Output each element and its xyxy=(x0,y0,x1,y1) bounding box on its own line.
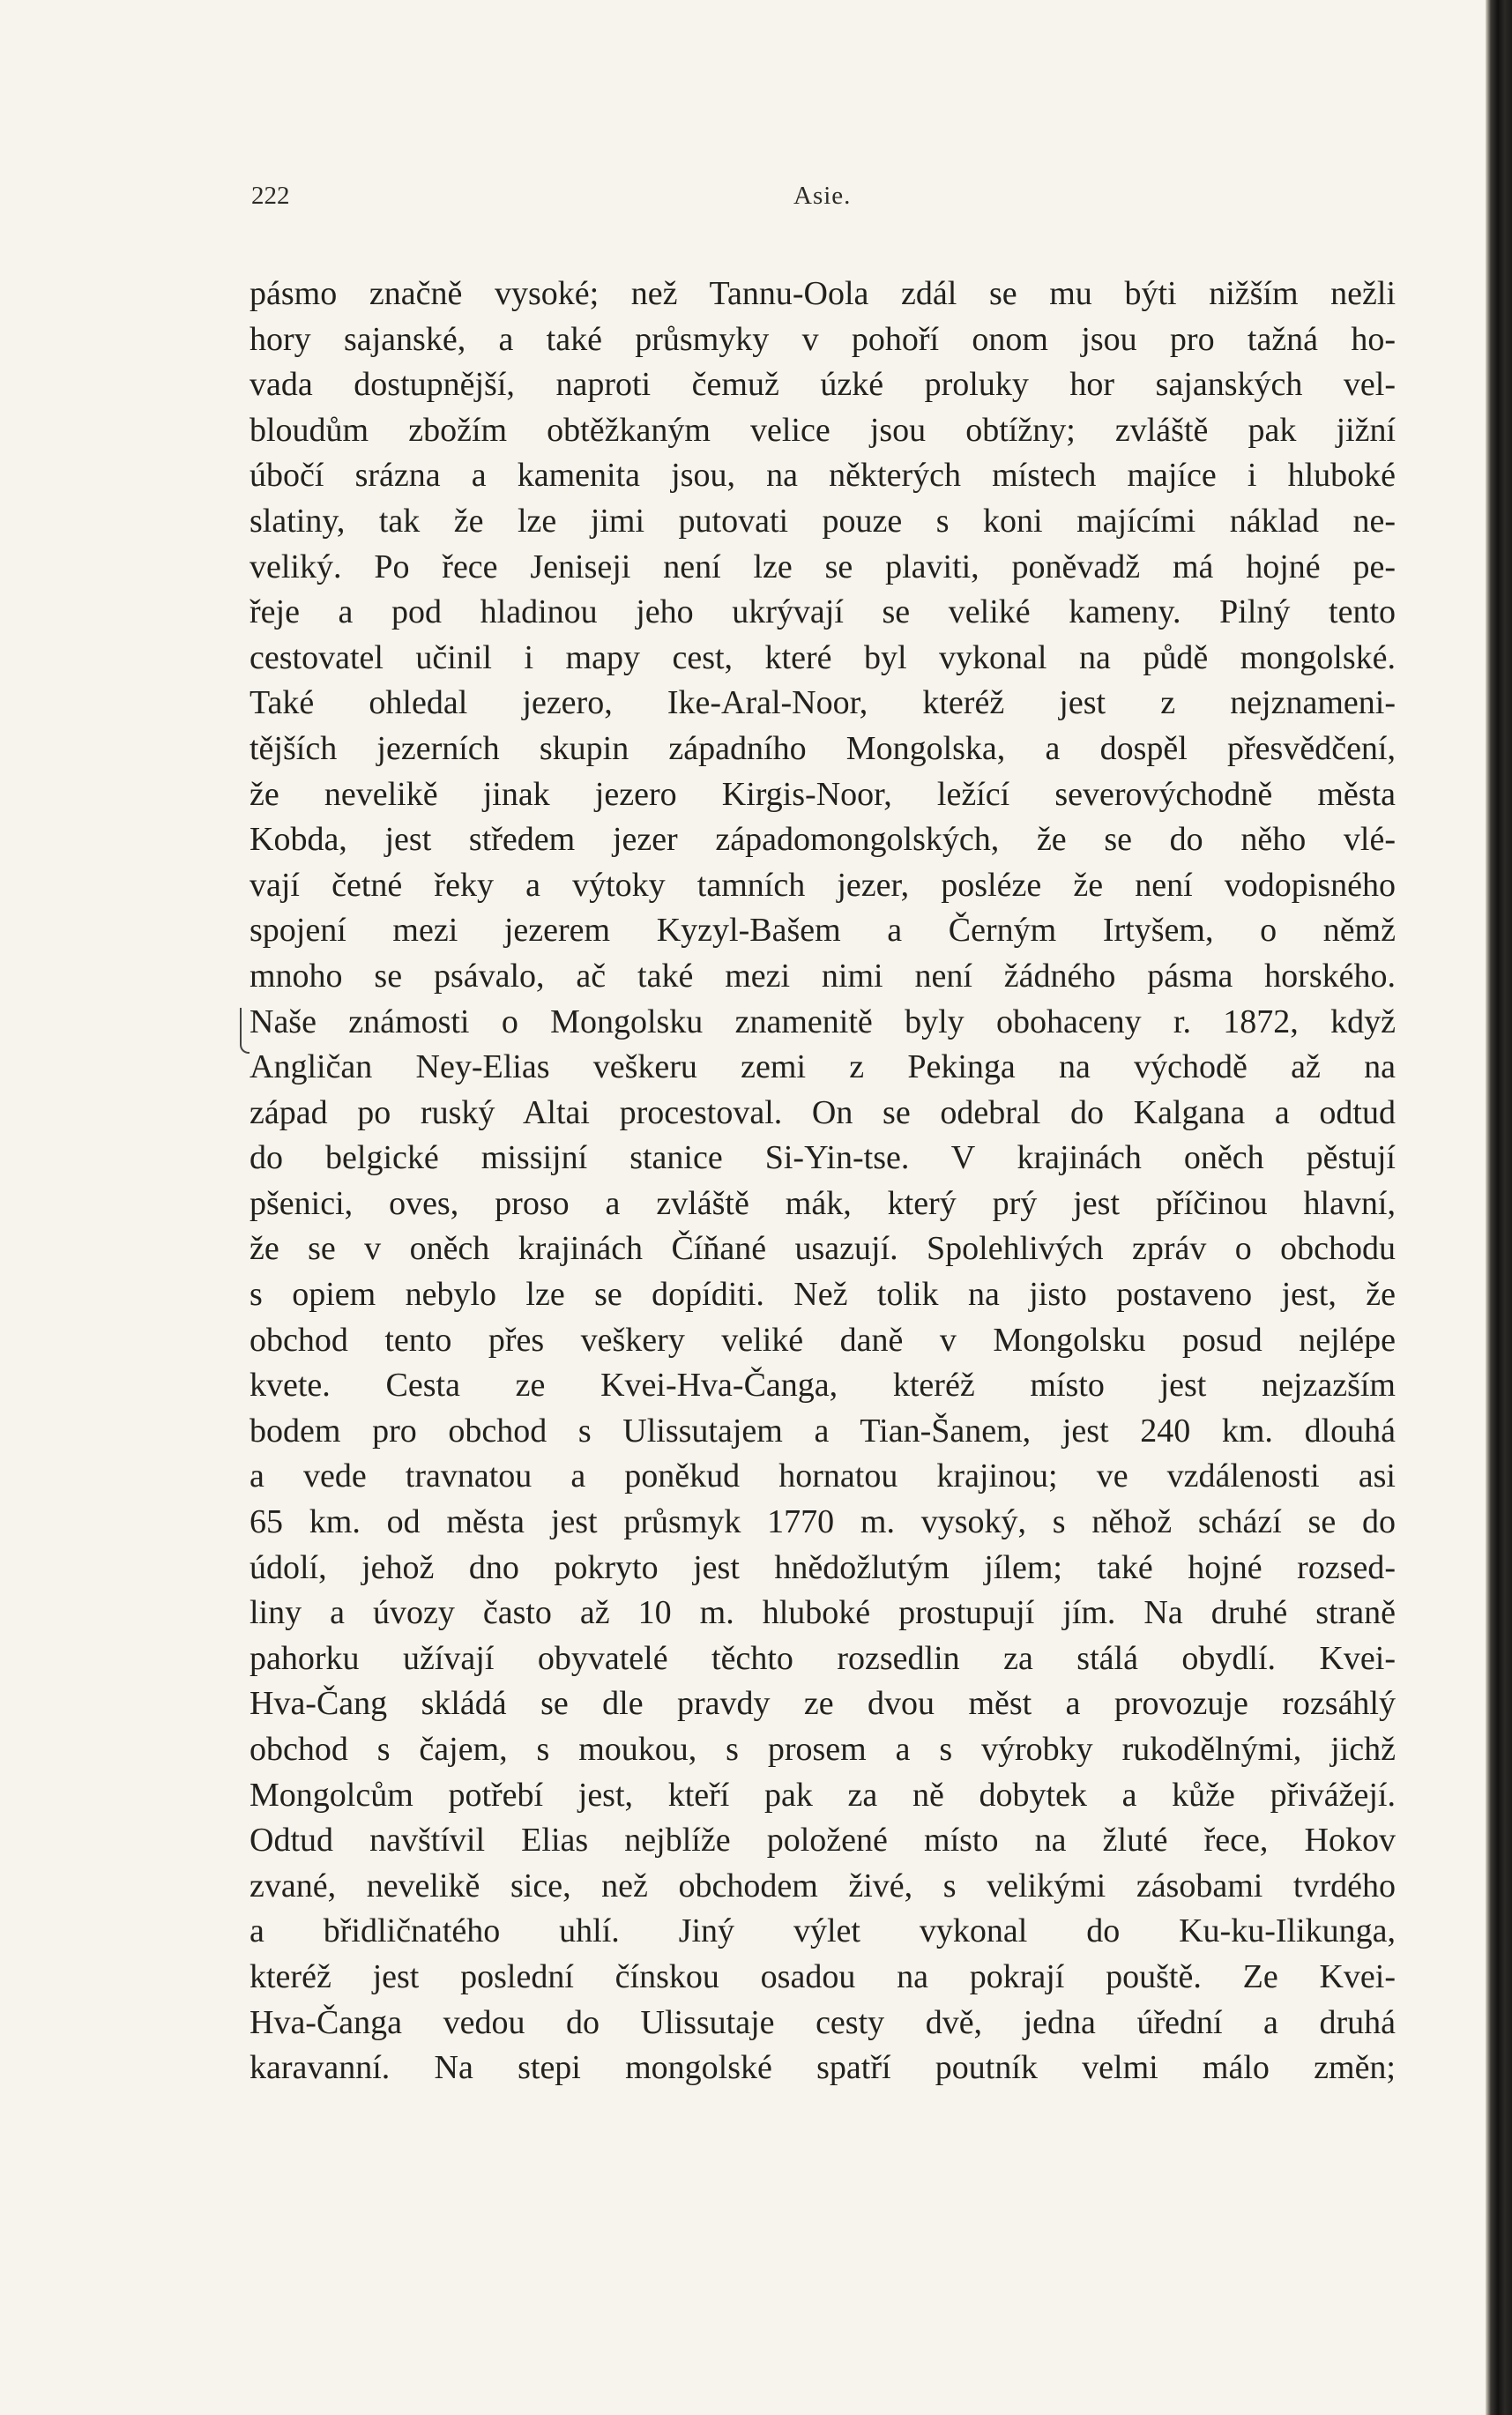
page-edge xyxy=(1486,0,1512,2415)
text-line: údolí, jehož dno pokryto jest hnědožlutým jílem; také hojné rozsed- xyxy=(250,1548,1396,1586)
text-line: cestovatel učinil i mapy cest, které byl vykonal na půdě mongolské. xyxy=(250,638,1396,676)
body-text xyxy=(250,272,1396,2091)
text-line: slatiny, tak že lze jimi putovati pouze s koni majícími náklad ne- xyxy=(250,502,1396,540)
text-line: bodem pro obchod s Ulissutajem a Tian-Šanem, jest 240 km. dlouhá xyxy=(250,1412,1396,1450)
text-line: pahorku užívají obyvatelé těchto rozsedlin za stálá obydlí. Kvei- xyxy=(250,1639,1396,1677)
text-line: tějších jezerních skupin západního Mongolska, a dospěl přesvědčení, xyxy=(250,729,1396,767)
text-line: obchod s čajem, s moukou, s prosem a s výrobky rukodělnými, jichž xyxy=(250,1731,1396,1768)
text-line: Mongolcům potřebí jest, kteří pak za ně dobytek a kůže přivážejí. xyxy=(250,1776,1396,1814)
text-line: kteréž jest poslední čínskou osadou na pokrají pouště. Ze Kvei- xyxy=(250,1957,1396,1995)
text-line: s opiem nebylo lze se dopíditi. Než tolik na jisto postaveno jest, že xyxy=(250,1276,1396,1314)
running-head: Asie. xyxy=(793,182,852,210)
text-line: pásmo značně vysoké; než Tannu-Oola zdál se mu býti nižším nežli xyxy=(250,275,1396,312)
margin-bracket-mark xyxy=(240,1008,250,1054)
text-line: Naše známosti o Mongolsku znamenitě byly obohaceny r. 1872, když xyxy=(250,1003,1396,1040)
text-line: liny a úvozy často až 10 m. hluboké prostupují jím. Na druhé straně xyxy=(250,1594,1396,1632)
text-line: kvete. Cesta ze Kvei-Hva-Čanga, kteréž místo jest nejzazším xyxy=(250,1367,1396,1405)
text-line: bloudům zbožím obtěžkaným velice jsou obtížny; zvláště pak jižní xyxy=(250,411,1396,449)
text-line: Hva-Čang skládá se dle pravdy ze dvou měst a provozuje rozsáhlý xyxy=(250,1685,1396,1723)
text-line: obchod tento přes veškery veliké daně v Mongolsku posud nejlépe xyxy=(250,1321,1396,1359)
text-line: vají četné řeky a výtoky tamních jezer, posléze že není vodopisného xyxy=(250,866,1396,904)
text-line: veliký. Po řece Jeniseji není lze se plaviti, poněvadž má hojné pe- xyxy=(250,548,1396,585)
text-line: řeje a pod hladinou jeho ukrývají se veliké kameny. Pilný tento xyxy=(250,593,1396,631)
text-line: zvané, nevelikě sice, než obchodem živé, s velikými zásobami tvrdého xyxy=(250,1867,1396,1904)
text-line: vada dostupnější, naproti čemuž úzké proluky hor sajanských vel- xyxy=(250,366,1396,404)
text-line: a břidličnatého uhlí. Jiný výlet vykonal do Ku-ku-Ilikunga, xyxy=(250,1912,1396,1950)
text-line: že nevelikě jinak jezero Kirgis-Noor, ležící severovýchodně města xyxy=(250,775,1396,813)
text-line: hory sajanské, a také průsmyky v pohoří onom jsou pro tažná ho- xyxy=(250,320,1396,358)
text-line: mnoho se psávalo, ač také mezi nimi není žádného pásma horského. xyxy=(250,957,1396,995)
text-line: Angličan Ney-Elias veškeru zemi z Pekinga na východě až na xyxy=(250,1048,1396,1086)
text-line: Hva-Čanga vedou do Ulissutaje cesty dvě, jedna úřední a druhá xyxy=(250,2003,1396,2041)
text-line: že se v oněch krajinách Číňané usazují. Spolehlivých zpráv o obchodu xyxy=(250,1230,1396,1268)
text-line: karavanní. Na stepi mongolské spatří poutník velmi málo změn; xyxy=(250,2049,1396,2087)
text-line: 65 km. od města jest průsmyk 1770 m. vysoký, s něhož schází se do xyxy=(250,1503,1396,1541)
page-header xyxy=(251,182,1393,217)
text-line: pšenici, oves, proso a zvláště mák, který prý jest příčinou hlavní, xyxy=(250,1184,1396,1222)
text-line: a vede travnatou a poněkud hornatou krajinou; ve vzdálenosti asi xyxy=(250,1457,1396,1495)
text-line: úbočí srázna a kamenita jsou, na některých místech majíce i hluboké xyxy=(250,457,1396,495)
text-line: do belgické missijní stanice Si-Yin-tse. V krajinách oněch pěstují xyxy=(250,1139,1396,1177)
page-number: 222 xyxy=(251,182,290,210)
text-line: Odtud navštívil Elias nejblíže položené místo na žluté řece, Hokov xyxy=(250,1822,1396,1860)
text-line: západ po ruský Altai procestoval. On se odebral do Kalgana a odtud xyxy=(250,1093,1396,1131)
text-line: spojení mezi jezerem Kyzyl-Bašem a Černým Irtyšem, o němž xyxy=(250,912,1396,950)
text-line: Také ohledal jezero, Ike-Aral-Noor, kteréž jest z nejznameni- xyxy=(250,684,1396,722)
text-line: Kobda, jest středem jezer západomongolských, že se do něho vlé- xyxy=(250,821,1396,859)
